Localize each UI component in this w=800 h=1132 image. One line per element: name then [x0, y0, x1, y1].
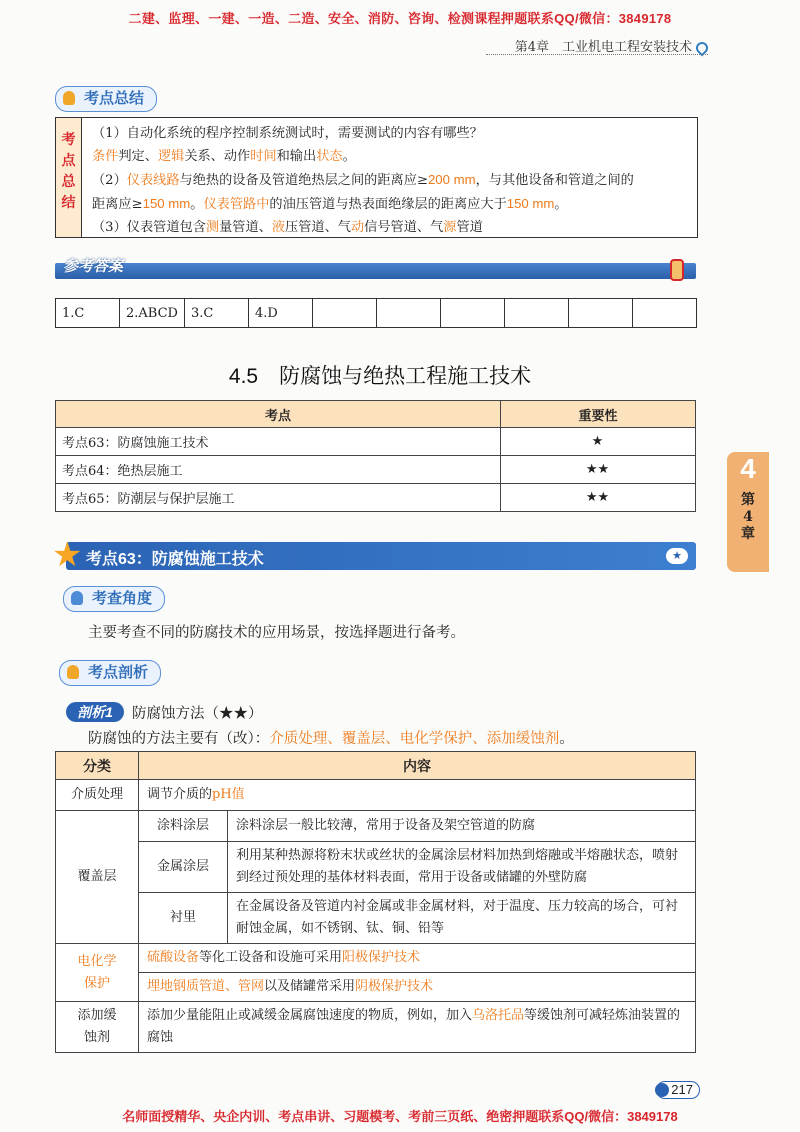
analysis-tag-label: 考点剖析	[88, 664, 149, 681]
answer-cell	[504, 299, 568, 328]
answer-cell	[440, 299, 504, 328]
table-row	[56, 780, 696, 811]
lightbulb-icon	[63, 91, 75, 105]
section-title: 4.5 防腐蚀与绝热工程施工技术	[228, 365, 532, 388]
analysis-tag	[59, 660, 161, 686]
angle-text: 主要考查不同的防腐技术的应用场景，按选择题进行备考。	[88, 625, 465, 641]
summary-q1: （1）自动化系统的程序控制系统测试时，需要测试的内容有哪些？	[92, 126, 483, 141]
chapter-tab-label: 第4章	[741, 492, 755, 542]
pen-icon	[71, 591, 83, 605]
table-row	[56, 944, 696, 973]
header-divider	[486, 54, 708, 55]
kp-stars: ★	[501, 428, 696, 456]
content-cell: 添加少量能阻止或减缓金属腐蚀速度的物质，例如，加入乌洛托品等缓蚀剂可减轻炼油装置的腐蚀	[139, 1002, 696, 1053]
summary-side-text: 考点总结	[61, 132, 76, 211]
kp-point: 考点64：绝热层施工	[56, 456, 501, 484]
table-row	[56, 1002, 696, 1053]
methods-table	[55, 751, 696, 1053]
answer-cell	[632, 299, 696, 328]
summary-lines	[92, 122, 692, 239]
table-row	[56, 973, 696, 1002]
top-banner: 二建、监理、一建、一造、二造、安全、消防、咨询、检测课程押题联系QQ/微信：3849178	[128, 11, 672, 26]
head-category: 分类	[56, 752, 139, 780]
table-row	[56, 893, 696, 944]
kp-stars: ★★	[501, 484, 696, 512]
chapter-header	[515, 36, 708, 55]
page-number	[656, 1081, 700, 1099]
table-row	[56, 484, 696, 512]
lock-icon	[67, 665, 79, 679]
analysis1-pill: 剖析1	[66, 702, 124, 722]
subcat-cell: 涂料涂层	[139, 811, 228, 842]
content-cell: 埋地钢质管道、管网以及储罐常采用阴极保护技术	[139, 973, 696, 1002]
subcat-cell: 衬里	[139, 893, 228, 944]
summary-side-label	[56, 118, 82, 237]
content-cell: 在金属设备及管道内衬金属或非金属材料，对于温度、压力较高的场合，可衬耐蚀金属，如不锈钢、钛、铜、铅等	[228, 893, 696, 944]
kp-head-point: 考点	[56, 401, 501, 428]
content-cell: 调节介质的pH值	[139, 780, 696, 811]
star-icon: ★	[52, 535, 83, 575]
table-row	[56, 456, 696, 484]
bottom-banner: 名师面授精华、央企内训、考点串讲、习题模考、考前三页纸、绝密押题联系QQ/微信：3849178	[122, 1109, 678, 1124]
analysis1-title: 防腐蚀方法（★★）	[132, 706, 263, 722]
summary-box	[55, 117, 698, 238]
answer-cell: 4.D	[248, 299, 312, 328]
answers-bar	[55, 258, 696, 279]
kp-head-importance: 重要性	[501, 401, 696, 428]
answers-label: 参考答案	[63, 258, 124, 275]
page-marker-icon	[655, 1083, 669, 1097]
table-row	[56, 811, 696, 842]
chapter-header-text: 第4章 工业机电工程安装技术	[514, 40, 692, 55]
kp63-title: 考点63：防腐蚀施工技术	[86, 551, 264, 568]
summary-q2-cont: 距离应≥150 mm。仪表管路中的油压管道与热表面绝缘层的距离应大于150 mm。	[92, 196, 568, 212]
kp63-banner	[66, 542, 696, 570]
cat-cell: 电化学保护	[56, 944, 139, 1002]
table-row	[56, 842, 696, 893]
summary-q1-answer: 条件判定、逻辑关系、动作时间和输出状态。	[92, 149, 356, 164]
angle-tag	[63, 586, 165, 612]
cat-cell: 覆盖层	[56, 811, 139, 944]
table-row	[56, 428, 696, 456]
methods-intro: 防腐蚀的方法主要有（改）：介质处理、覆盖层、电化学保护、添加缓蚀剂。	[88, 731, 574, 747]
chapter-tab-number: 4	[740, 453, 756, 484]
kp63-star-pill: ★	[666, 548, 688, 564]
clip-icon	[670, 259, 684, 281]
subcat-cell: 金属涂层	[139, 842, 228, 893]
answer-cell: 3.C	[184, 299, 248, 328]
summary-tag	[55, 86, 157, 112]
kp-stars: ★★	[501, 456, 696, 484]
content-cell: 硫酸设备等化工设备和设施可采用阳极保护技术	[139, 944, 696, 973]
angle-tag-label: 考查角度	[92, 590, 153, 607]
answer-cell	[376, 299, 440, 328]
answer-cell	[568, 299, 632, 328]
summary-tag-label: 考点总结	[84, 90, 145, 107]
answers-table	[55, 298, 697, 328]
cat-cell: 介质处理	[56, 780, 139, 811]
answer-cell: 2.ABCD	[120, 299, 185, 328]
page-number-text: 217	[671, 1082, 693, 1097]
answer-cell: 1.C	[56, 299, 120, 328]
key-points-table	[55, 400, 696, 512]
cat-cell: 添加缓蚀剂	[56, 1002, 139, 1053]
chapter-tab	[727, 452, 769, 572]
head-content: 内容	[139, 752, 696, 780]
kp-point: 考点65：防潮层与保护层施工	[56, 484, 501, 512]
summary-q2: （2）仪表线路与绝热的设备及管道绝热层之间的距离应≥200 mm，与其他设备和管道之间的	[92, 172, 634, 188]
content-cell: 利用某种热源将粉末状或丝状的金属涂层材料加热到熔融或半熔融状态，喷射到经过预处理的基体材料表面，常用于设备或储罐的外壁防腐	[228, 842, 696, 893]
answer-cell	[312, 299, 376, 328]
kp-point: 考点63：防腐蚀施工技术	[56, 428, 501, 456]
content-cell: 涂料涂层一般比较薄，常用于设备及架空管道的防腐	[228, 811, 696, 842]
summary-q3: （3）仪表管道包含测量管道、液压管道、气动信号管道、气源管道	[92, 220, 483, 235]
